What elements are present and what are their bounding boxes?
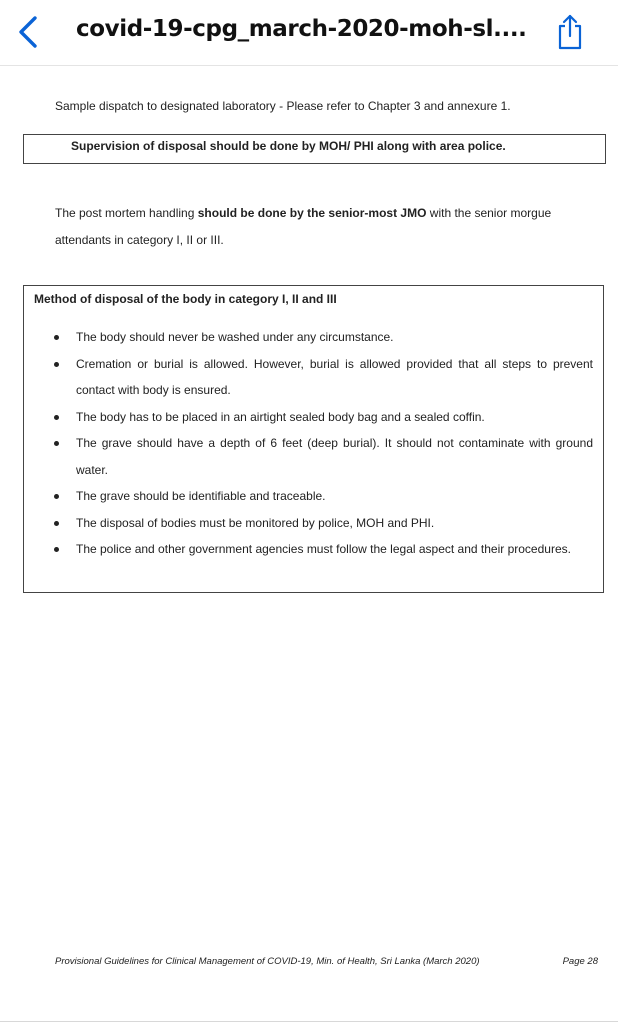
bottom-divider <box>0 1021 618 1022</box>
bullet-icon <box>54 415 59 420</box>
bullet-icon <box>54 441 59 446</box>
chevron-left-icon[interactable] <box>17 15 39 49</box>
list-item <box>24 404 603 431</box>
list-item-text: The body has to be placed in an airtight sealed body bag and a sealed coffin. <box>76 409 485 424</box>
list-item <box>24 351 603 404</box>
share-icon[interactable] <box>554 13 586 51</box>
postmortem-prefix: The post mortem handling <box>55 206 198 220</box>
page-number: Page 28 <box>562 956 598 967</box>
bullet-icon <box>54 494 59 499</box>
supervision-text: Supervision of disposal should be done by MOH/ PHI along with area police. <box>71 139 506 153</box>
postmortem-suffix: with the senior morgue attendants in category I, II or III. <box>55 206 552 247</box>
navigation-bar <box>0 0 618 66</box>
bullet-icon <box>54 521 59 526</box>
bullet-icon <box>54 335 59 340</box>
method-heading: Method of disposal of the body in category I, II and III <box>34 292 337 306</box>
postmortem-paragraph <box>55 200 603 254</box>
method-list <box>24 324 603 563</box>
method-of-disposal-box <box>23 285 604 593</box>
list-item <box>24 510 603 537</box>
footer-citation: Provisional Guidelines for Clinical Management of COVID-19, Min. of Health, Sri Lanka (March 2020) <box>55 956 480 967</box>
list-item <box>24 324 603 351</box>
bullet-icon <box>54 362 59 367</box>
document-title: covid-19-cpg_march-2020-moh-sl.... <box>76 16 527 42</box>
list-item <box>24 536 603 563</box>
list-item-text: The body should never be washed under any circumstance. <box>76 330 394 344</box>
supervision-box <box>23 134 606 164</box>
list-item <box>24 483 603 510</box>
share-button[interactable] <box>548 10 592 54</box>
list-item-text: The grave should have a depth of 6 feet (deep burial). It should not contaminate with ground water. <box>76 436 593 477</box>
back-button[interactable] <box>10 12 46 52</box>
sample-dispatch-text: Sample dispatch to designated laboratory - Please refer to Chapter 3 and annexure 1. <box>55 99 511 113</box>
list-item-text: The police and other government agencies must follow the legal aspect and their procedures. <box>76 542 571 556</box>
list-item-text: The disposal of bodies must be monitored by police, MOH and PHI. <box>76 515 435 530</box>
bullet-icon <box>54 547 59 552</box>
list-item-text: Cremation or burial is allowed. However, burial is allowed provided that all steps to prevent contact with body is ensured. <box>76 356 593 397</box>
list-item-text: The grave should be identifiable and traceable. <box>76 489 326 503</box>
postmortem-bold: should be done by the senior-most JMO <box>197 206 427 220</box>
list-item <box>24 430 603 483</box>
pdf-page <box>0 67 618 1024</box>
